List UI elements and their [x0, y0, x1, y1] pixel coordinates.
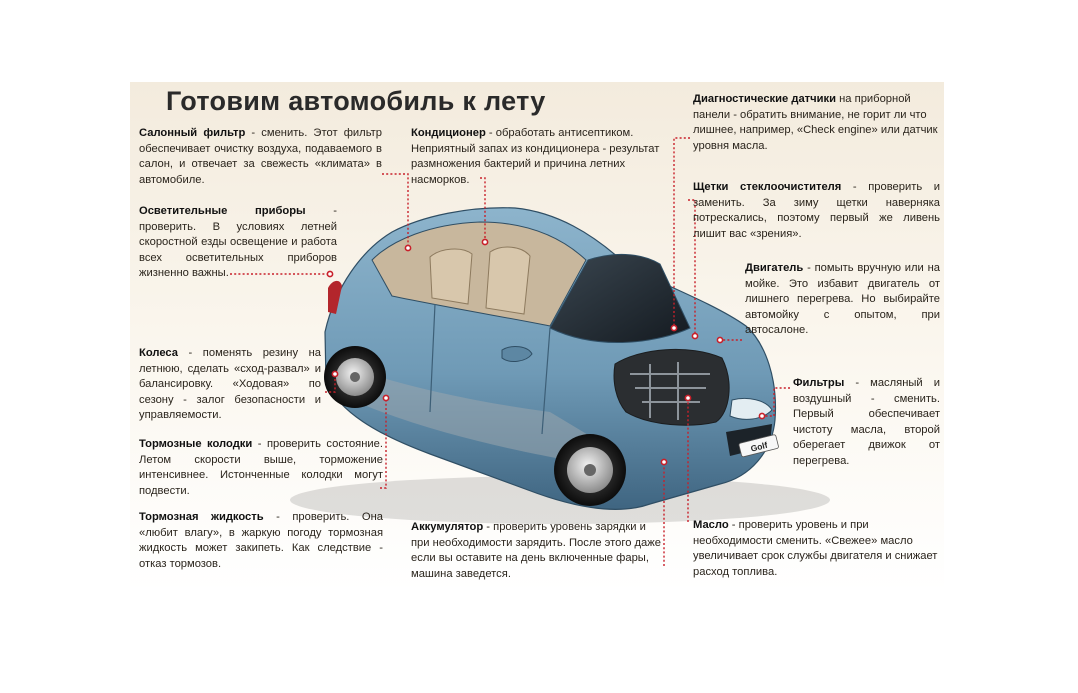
- tip-filters-label: Фильтры: [793, 377, 845, 389]
- tip-cabin-filter-text: - сменить. Этот фильтр обеспечивает очистку воздуха, подаваемого в салон, и отвечает за свежесть «климата» в автомобиле.: [139, 127, 382, 186]
- tip-brake-pads-text: - проверить состояние. Летом скорости выше, торможение интенсивнее. Истонченные колодки могут подвести.: [139, 438, 383, 497]
- tip-brake-fluid-text: - проверить. Она «любит влагу», в жаркую погоду тормозная жидкость может закипеть. Как следствие - отказ тормозов.: [139, 511, 383, 570]
- tip-oil-label: Масло: [693, 519, 729, 531]
- tip-oil-text: - проверить уровень и при необходимости сменить. «Свежее» масло увеличивает срок службы двигателя и снижает расход топлива.: [693, 519, 938, 578]
- tip-engine-text: - помыть вручную или на мойке. Это избавит двигатель от лишнего перегрева. Но выбирайте автомойку с опытом, при автосалоне.: [745, 262, 940, 337]
- tip-cabin-filter: [139, 126, 382, 188]
- tip-lights-text: - проверить. В условиях летней скоростной езды освещение и работа всех осветительных приборов жизненно важны.: [139, 205, 337, 280]
- tip-engine: [745, 261, 940, 339]
- page-title: Готовим автомобиль к лету: [166, 86, 546, 116]
- tip-lights-label: Осветительные приборы: [139, 205, 306, 217]
- tip-brake-fluid: [139, 510, 383, 572]
- tip-brake-pads: [139, 437, 383, 499]
- tip-lights: [139, 204, 337, 282]
- tip-battery-text: - проверить уровень зарядки и при необходимости зарядить. После этого даже если вы оставите на день включенные фары, машина заведется.: [411, 521, 661, 580]
- tip-ac: [411, 126, 663, 188]
- tip-wipers-text: - проверить и заменить. За зиму щетки наверняка потрескались, поэтому первый же ливень лишит вас «зрения».: [693, 181, 940, 240]
- rear-wheel: [324, 346, 386, 408]
- tip-ac-text: - обработать антисептиком. Неприятный запах из кондиционера - результат размножения бактерий и причина летних насморков.: [411, 127, 660, 186]
- tip-engine-label: Двигатель: [745, 262, 804, 274]
- tip-ac-label: Кондиционер: [411, 127, 486, 139]
- plate-text: Golf: [749, 439, 769, 454]
- tip-filters: [793, 376, 940, 470]
- tip-wheels: [139, 346, 321, 424]
- tip-sensors: [693, 92, 940, 154]
- tip-brake-fluid-label: Тормозная жидкость: [139, 511, 264, 523]
- tip-wheels-label: Колеса: [139, 347, 178, 359]
- tip-wipers-label: Щетки стеклоочистителя: [693, 181, 842, 193]
- tip-battery-label: Аккумулятор: [411, 521, 484, 533]
- tip-filters-text: - масляный и воздушный - сменить. Первый обеспечивает чистоту масла, второй оберегает движок от перегрева.: [793, 377, 940, 467]
- tip-wheels-text: - поменять резину на летнюю, сделать «сход-развал» и балансировку. «Ходовая» по сезону - залог безопасности и управляемости.: [139, 347, 321, 422]
- tip-battery: [411, 520, 665, 582]
- infographic-poster: [130, 82, 944, 592]
- front-wheel: [554, 434, 626, 506]
- tip-sensors-label: Диагностические датчики: [693, 93, 837, 105]
- tip-brake-pads-label: Тормозные колодки: [139, 438, 253, 450]
- tip-oil: [693, 518, 940, 580]
- tip-cabin-filter-label: Салонный фильтр: [139, 127, 246, 139]
- tip-wipers: [693, 180, 940, 242]
- tip-sensors-text: на приборной панели - обратить внимание, не горит ли что лишнее, например, «Check engine» или датчик уровня масла.: [693, 93, 938, 152]
